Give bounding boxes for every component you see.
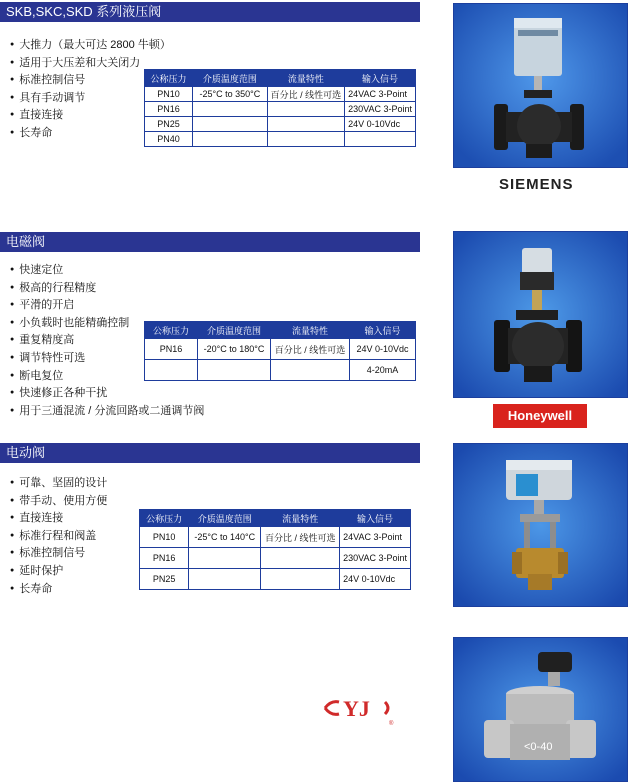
feature-item: ● 适用于大压差和大关闭力	[10, 54, 171, 72]
table-cell	[261, 569, 340, 590]
feature-item: ● 标准行程和阀盖	[10, 527, 107, 545]
table-row	[145, 117, 416, 132]
table-cell	[193, 117, 267, 132]
feature-item: ● 平滑的开启	[10, 296, 204, 314]
feature-item: ● 快速定位	[10, 261, 204, 279]
feature-item: ● 极高的行程精度	[10, 279, 204, 297]
feature-item: ● 直接连接	[10, 106, 171, 124]
table-cell: PN25	[145, 117, 193, 132]
table-cell: 230VAC 3-Point	[345, 102, 416, 117]
valve-marking: <0-40	[524, 741, 553, 753]
table-cell	[271, 360, 350, 381]
table-header-row	[145, 322, 416, 339]
table-cell: 百分比 / 线性可选	[267, 87, 345, 102]
table-cell: PN16	[140, 548, 189, 569]
table-header-row	[140, 510, 411, 527]
feature-item: ● 标准控制信号	[10, 544, 107, 562]
table-cell	[189, 569, 261, 590]
table-header-row	[145, 70, 416, 87]
table-row	[140, 527, 411, 548]
feature-list-electric	[10, 474, 107, 597]
table-row	[140, 548, 411, 569]
table-cell	[267, 117, 345, 132]
col-header: 流量特性	[267, 70, 345, 87]
feature-item: ● 具有手动调节	[10, 89, 171, 107]
table-cell: 百分比 / 线性可选	[271, 339, 350, 360]
table-cell: PN16	[145, 102, 193, 117]
table-cell	[145, 360, 198, 381]
feature-item: ● 大推力（最大可达 2800 牛顿）	[10, 36, 171, 54]
table-cell: PN40	[145, 132, 193, 147]
table-row	[145, 132, 416, 147]
spec-table-electric	[139, 509, 411, 590]
table-cell: 24V 0-10Vdc	[340, 569, 411, 590]
table-cell	[261, 548, 340, 569]
table-cell: -20°C to 180°C	[198, 339, 271, 360]
siemens-logo: SIEMENS	[499, 176, 574, 193]
feature-item: ● 长寿命	[10, 124, 171, 142]
table-cell	[193, 132, 267, 147]
feature-item: ● 带手动、使用方便	[10, 492, 107, 510]
section-title: 电磁阀	[0, 232, 420, 252]
col-header: 输入信号	[345, 70, 416, 87]
table-cell: 24VAC 3-Point	[345, 87, 416, 102]
table-cell: -25°C to 140°C	[189, 527, 261, 548]
col-header: 流量特性	[261, 510, 340, 527]
feature-item: ● 用于三通混流 / 分流回路或二通调节阀	[10, 402, 204, 420]
feature-item: ● 标准控制信号	[10, 71, 171, 89]
feature-item: ● 直接连接	[10, 509, 107, 527]
feature-item: ● 可靠、坚固的设计	[10, 474, 107, 492]
feature-item: ● 长寿命	[10, 580, 107, 598]
table-cell	[345, 132, 416, 147]
table-cell	[193, 102, 267, 117]
spec-table-solenoid	[144, 321, 416, 381]
col-header: 流量特性	[271, 322, 350, 339]
feature-item: ● 断电复位	[10, 367, 204, 385]
table-cell	[198, 360, 271, 381]
table-cell: 24V 0-10Vdc	[345, 117, 416, 132]
col-header: 公称压力	[140, 510, 189, 527]
yj-logo-text: YJ	[343, 696, 370, 721]
hydraulic-valve-photo	[453, 3, 628, 168]
col-header: 介质温度范围	[198, 322, 271, 339]
yj-logo	[321, 688, 397, 728]
electric-valve-photo	[453, 443, 628, 607]
col-header: 输入信号	[350, 322, 416, 339]
table-cell: 24V 0-10Vdc	[350, 339, 416, 360]
spec-table-hydraulic	[144, 69, 416, 147]
feature-item: ● 小负载时也能精确控制	[10, 314, 204, 332]
feature-item: ● 重复精度高	[10, 331, 204, 349]
table-cell: 230VAC 3-Point	[340, 548, 411, 569]
svg-text:®: ®	[389, 721, 394, 727]
table-cell: PN10	[140, 527, 189, 548]
table-cell: 百分比 / 线性可选	[261, 527, 340, 548]
col-header: 输入信号	[340, 510, 411, 527]
table-row	[145, 87, 416, 102]
section-header-hydraulic	[0, 2, 420, 22]
section-header-solenoid	[0, 232, 420, 252]
table-cell: 24VAC 3-Point	[340, 527, 411, 548]
table-cell: PN25	[140, 569, 189, 590]
honeywell-logo: Honeywell	[493, 404, 587, 428]
col-header: 公称压力	[145, 322, 198, 339]
table-cell: PN16	[145, 339, 198, 360]
stainless-valve-photo	[453, 637, 628, 782]
feature-item: ● 快速修正各种干扰	[10, 384, 204, 402]
table-cell: PN10	[145, 87, 193, 102]
col-header: 公称压力	[145, 70, 193, 87]
section-title: 电动阀	[0, 443, 420, 463]
feature-item: ● 延时保护	[10, 562, 107, 580]
table-row	[140, 569, 411, 590]
feature-item: ● 调节特性可选	[10, 349, 204, 367]
col-header: 介质温度范围	[193, 70, 267, 87]
solenoid-valve-photo	[453, 231, 628, 398]
col-header: 介质温度范围	[189, 510, 261, 527]
section-header-electric	[0, 443, 420, 463]
table-row	[145, 102, 416, 117]
table-cell	[267, 132, 345, 147]
table-cell	[189, 548, 261, 569]
table-row	[145, 360, 416, 381]
section-title: SKB,SKC,SKD 系列液压阀	[0, 2, 420, 22]
table-row	[145, 339, 416, 360]
table-cell	[267, 102, 345, 117]
table-cell: 4-20mA	[350, 360, 416, 381]
table-cell: -25°C to 350°C	[193, 87, 267, 102]
